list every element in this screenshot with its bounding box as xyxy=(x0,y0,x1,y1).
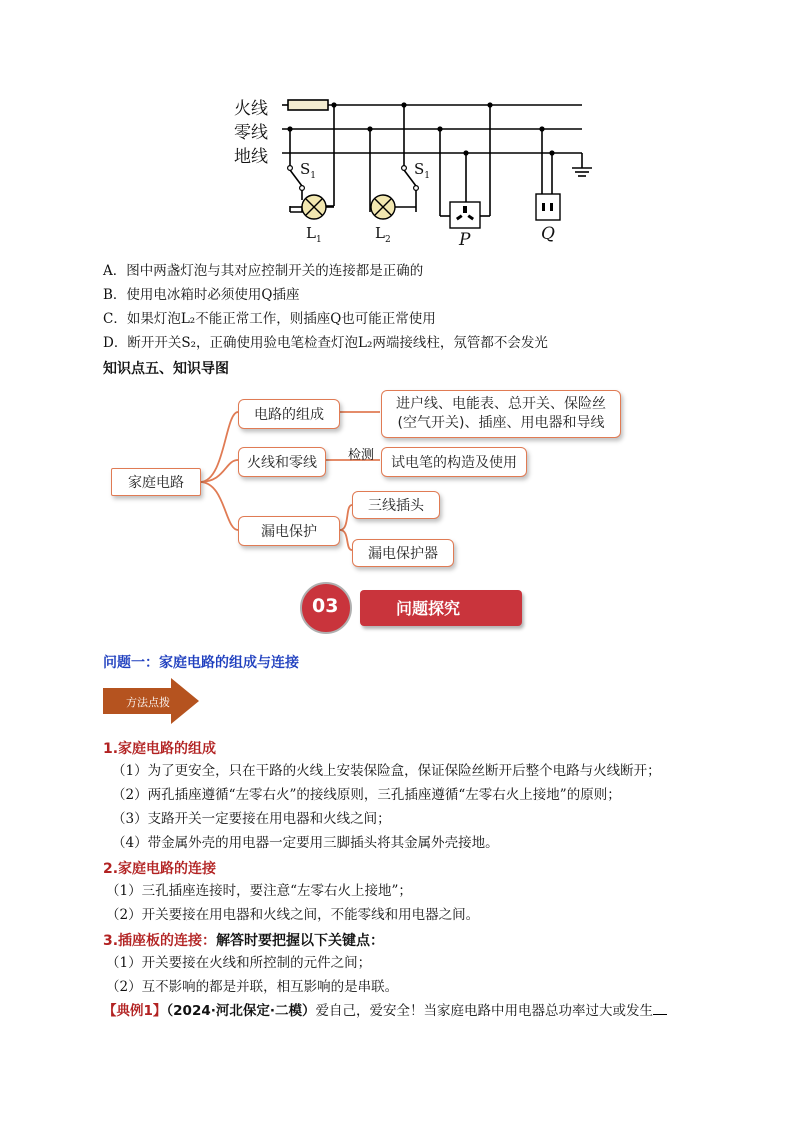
section-3-heading-row xyxy=(103,930,384,950)
banner-title: 问题探究 xyxy=(396,599,461,618)
socket-p-label: P xyxy=(459,230,471,250)
method-tag-label: 方法点拨 xyxy=(126,696,170,709)
mindmap-branch-leakage: 漏电保护 xyxy=(238,516,340,546)
section-1-line-4: （4）带金属外壳的用电器一定要用三脚插头将其金属外壳接地。 xyxy=(112,835,499,851)
example-blank xyxy=(653,1002,667,1015)
option-a: A．图中两盏灯泡与其对应控制开关的连接都是正确的 xyxy=(103,263,424,279)
option-b: B．使用电冰箱时必须使用Q插座 xyxy=(103,287,300,303)
mindmap-leakage-child-plug: 三线插头 xyxy=(352,491,440,519)
section5-heading: 知识点五、知识导图 xyxy=(103,361,229,377)
neutral-wire-label: 零线 xyxy=(234,123,268,143)
section-3-line-1: （1）开关要接在火线和所控制的元件之间； xyxy=(106,955,372,971)
section-1-heading: 1.家庭电路的组成 xyxy=(103,741,217,757)
option-d: D．断开开关S₂，正确使用验电笔检查灯泡L₂两端接线柱，氖管都不会发光 xyxy=(103,335,548,351)
section-2-line-2: （2）开关要接在用电器和火线之间，不能零线和用电器之间。 xyxy=(106,907,480,923)
example-tag: 【典例1】 xyxy=(103,1003,167,1019)
switch-s1-left-label: $S_1$ xyxy=(300,160,317,181)
section-3-heading: 3.插座板的连接： xyxy=(103,933,217,949)
option-c: C．如果灯泡L₂不能正常工作，则插座Q也可能正常使用 xyxy=(103,311,436,327)
mindmap-root: 家庭电路 xyxy=(111,468,201,496)
example-line xyxy=(103,1002,667,1020)
section-3-heading-suffix: 解答时要把握以下关键点： xyxy=(216,933,385,949)
mindmap-detail-line-2: (空气开关)、插座、用电器和导线 xyxy=(397,415,605,431)
banner-number: 03 xyxy=(312,595,339,617)
example-text: 爱自己，爱安全！当家庭电路中用电器总功率过大或发生 xyxy=(315,1003,653,1019)
mindmap-detail-line-1: 进户线、电能表、总开关、保险丝 xyxy=(396,396,606,412)
switch-s1-right-label: $S_1$ xyxy=(414,160,431,181)
ground-wire-label: 地线 xyxy=(234,147,268,167)
mindmap-branch-composition-detail xyxy=(381,390,621,438)
circuit-diagram xyxy=(230,88,610,248)
socket-q-label: Q xyxy=(541,224,555,244)
section-1-line-1: （1）为了更安全，只在干路的火线上安装保险盒，保证保险丝断开后整个电路与火线断开； xyxy=(112,763,661,779)
mindmap-branch-live-neutral: 火线和零线 xyxy=(238,447,326,477)
live-wire-label: 火线 xyxy=(234,99,268,119)
section-banner xyxy=(298,582,528,634)
section-2-heading: 2.家庭电路的连接 xyxy=(103,861,217,877)
mindmap-branch-live-neutral-detail: 试电笔的构造及使用 xyxy=(381,447,527,477)
mindmap-leakage-child-protector: 漏电保护器 xyxy=(352,539,454,567)
mindmap-edge-label-detect: 检测 xyxy=(348,448,375,463)
bulb-l1-label: $L_1$ xyxy=(306,224,322,245)
section-3-line-2: （2）互不影响的都是并联，相互影响的是串联。 xyxy=(106,979,399,995)
problem-heading: 问题一：家庭电路的组成与连接 xyxy=(103,655,299,671)
mindmap-branch-composition: 电路的组成 xyxy=(238,399,340,429)
section-1-line-2: （2）两孔插座遵循“左零右火”的接线原则，三孔插座遵循“左零右火上接地”的原则； xyxy=(112,787,621,803)
example-source: （2024·河北保定·二模） xyxy=(166,1003,316,1019)
bulb-l2-label: $L_2$ xyxy=(375,224,391,245)
section-2-line-1: （1）三孔插座连接时，要注意“左零右火上接地”； xyxy=(106,883,412,899)
section-1-line-3: （3）支路开关一定要接在用电器和火线之间； xyxy=(112,811,391,827)
